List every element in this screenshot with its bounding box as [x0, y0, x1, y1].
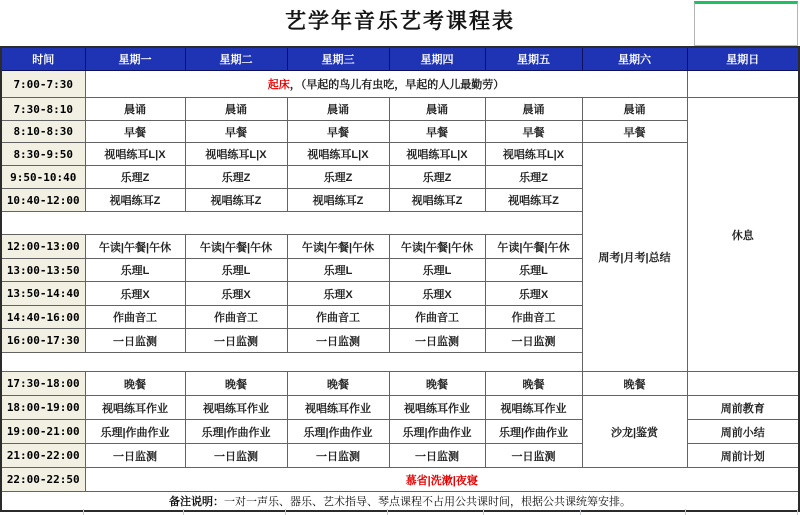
time-cell[interactable]: 19:00-21:00 [1, 420, 85, 444]
grid-strip [0, 509, 798, 515]
schedule-cell[interactable]: 视唱练耳Z [389, 189, 485, 212]
merged-schedule-cell[interactable]: 休息 [687, 98, 799, 372]
column-header-day[interactable]: 星期四 [389, 47, 485, 71]
schedule-cell[interactable]: 视唱练耳L|X [389, 143, 485, 166]
time-cell[interactable]: 17:30-18:00 [1, 372, 85, 396]
schedule-cell[interactable]: 晚餐 [485, 372, 582, 396]
schedule-cell[interactable]: 一日监测 [287, 444, 389, 468]
schedule-cell[interactable]: 一日监测 [85, 329, 185, 353]
schedule-cell[interactable]: 午读|午餐|午休 [485, 235, 582, 259]
schedule-cell[interactable]: 午读|午餐|午休 [85, 235, 185, 259]
schedule-cell[interactable] [85, 71, 687, 98]
schedule-cell[interactable]: 晨诵 [185, 98, 287, 121]
remark-text: 一对一声乐、器乐、艺术指导、琴点课程不占用公共课时间，根据公共课统筹安排。 [224, 495, 631, 508]
schedule-cell[interactable]: 乐理L [85, 259, 185, 282]
column-header-day[interactable]: 星期五 [485, 47, 582, 71]
schedule-cell[interactable]: 晚餐 [287, 372, 389, 396]
schedule-body [1, 71, 799, 511]
schedule-cell[interactable]: 乐理X [85, 282, 185, 306]
schedule-cell[interactable]: 乐理|作曲作业 [85, 420, 185, 444]
schedule-cell[interactable]: 慕省|洗漱|夜寝 [85, 468, 799, 492]
schedule-cell[interactable]: 视唱练耳Z [485, 189, 582, 212]
schedule-cell[interactable]: 乐理X [185, 282, 287, 306]
time-cell[interactable]: 13:00-13:50 [1, 259, 85, 282]
schedule-cell[interactable]: 早餐 [85, 121, 185, 143]
schedule-cell[interactable]: 晨诵 [85, 98, 185, 121]
title-bar [0, 0, 800, 46]
time-cell[interactable]: 13:50-14:40 [1, 282, 85, 306]
time-cell[interactable]: 8:10-8:30 [1, 121, 85, 143]
schedule-cell[interactable] [687, 372, 799, 396]
schedule-cell[interactable]: 一日监测 [389, 329, 485, 353]
schedule-cell[interactable]: 视唱练耳作业 [287, 396, 389, 420]
schedule-cell[interactable]: 视唱练耳L|X [287, 143, 389, 166]
schedule-cell[interactable]: 视唱练耳L|X [485, 143, 582, 166]
schedule-cell[interactable]: 早餐 [582, 121, 687, 143]
schedule-cell[interactable]: 作曲音工 [485, 306, 582, 329]
title-corner-cell [694, 1, 798, 46]
schedule-cell[interactable]: 早餐 [389, 121, 485, 143]
column-header-day[interactable]: 星期三 [287, 47, 389, 71]
schedule-cell[interactable]: 视唱练耳作业 [85, 396, 185, 420]
time-cell[interactable]: 18:00-19:00 [1, 396, 85, 420]
merged-schedule-cell[interactable]: 沙龙|鉴赏 [582, 396, 687, 468]
time-cell[interactable]: 12:00-13:00 [1, 235, 85, 259]
schedule-cell[interactable]: 乐理X [287, 282, 389, 306]
schedule-cell[interactable]: 乐理X [389, 282, 485, 306]
remark-cell[interactable] [1, 492, 799, 511]
schedule-cell[interactable]: 乐理L [185, 259, 287, 282]
schedule-cell[interactable]: 午读|午餐|午休 [389, 235, 485, 259]
schedule-cell[interactable]: 乐理|作曲作业 [185, 420, 287, 444]
schedule-cell[interactable]: 晨诵 [485, 98, 582, 121]
schedule-cell[interactable]: 午读|午餐|午休 [287, 235, 389, 259]
time-cell[interactable]: 7:30-8:10 [1, 98, 85, 121]
schedule-cell[interactable]: 乐理|作曲作业 [287, 420, 389, 444]
schedule-cell[interactable]: 晚餐 [185, 372, 287, 396]
schedule-cell[interactable]: 一日监测 [185, 444, 287, 468]
schedule-cell[interactable]: 作曲音工 [389, 306, 485, 329]
schedule-cell[interactable]: 一日监测 [185, 329, 287, 353]
schedule-cell[interactable]: 视唱练耳Z [185, 189, 287, 212]
time-cell[interactable]: 14:40-16:00 [1, 306, 85, 329]
schedule-cell[interactable]: 乐理Z [85, 166, 185, 189]
time-cell[interactable]: 16:00-17:30 [1, 329, 85, 353]
schedule-cell[interactable]: 乐理Z [185, 166, 287, 189]
schedule-cell[interactable]: 视唱练耳作业 [389, 396, 485, 420]
header-row [1, 47, 799, 71]
spacer-cell[interactable] [1, 212, 582, 235]
remark-label: 备注说明： [169, 495, 224, 508]
schedule-cell[interactable]: 视唱练耳Z [287, 189, 389, 212]
schedule-cell[interactable]: 视唱练耳Z [85, 189, 185, 212]
schedule-cell[interactable]: 乐理L [389, 259, 485, 282]
schedule-cell[interactable]: 一日监测 [85, 444, 185, 468]
schedule-cell[interactable]: 晨诵 [582, 98, 687, 121]
schedule-cell[interactable] [687, 71, 799, 98]
column-header-day[interactable]: 星期六 [582, 47, 687, 71]
column-header-day[interactable]: 星期日 [687, 47, 799, 71]
wake-up-note: ，（早起的鸟儿有虫吃，早起的人儿最勤劳） [289, 79, 505, 91]
schedule-cell[interactable]: 周前教育 [687, 396, 799, 420]
time-cell[interactable]: 22:00-22:50 [1, 468, 85, 492]
time-cell[interactable]: 7:00-7:30 [1, 71, 85, 98]
schedule-cell[interactable]: 午读|午餐|午休 [185, 235, 287, 259]
timetable [0, 46, 800, 512]
schedule-cell[interactable]: 一日监测 [485, 329, 582, 353]
schedule-cell[interactable]: 一日监测 [389, 444, 485, 468]
time-cell[interactable]: 9:50-10:40 [1, 166, 85, 189]
schedule-cell[interactable]: 乐理Z [389, 166, 485, 189]
schedule-cell[interactable]: 乐理X [485, 282, 582, 306]
time-cell[interactable]: 21:00-22:00 [1, 444, 85, 468]
spacer-cell[interactable] [1, 353, 582, 372]
schedule-cell[interactable]: 视唱练耳L|X [85, 143, 185, 166]
schedule-cell[interactable]: 早餐 [485, 121, 582, 143]
schedule-cell[interactable]: 早餐 [287, 121, 389, 143]
schedule-cell[interactable]: 晚餐 [389, 372, 485, 396]
schedule-cell[interactable]: 一日监测 [485, 444, 582, 468]
schedule-cell[interactable]: 作曲音工 [287, 306, 389, 329]
time-cell[interactable]: 10:40-12:00 [1, 189, 85, 212]
merged-schedule-cell[interactable]: 周考|月考|总结 [582, 143, 687, 372]
schedule-cell[interactable]: 晚餐 [582, 372, 687, 396]
schedule-cell[interactable]: 一日监测 [287, 329, 389, 353]
schedule-cell[interactable]: 乐理|作曲作业 [485, 420, 582, 444]
schedule-cell[interactable]: 晨诵 [389, 98, 485, 121]
schedule-cell[interactable]: 乐理L [485, 259, 582, 282]
schedule-cell[interactable]: 早餐 [185, 121, 287, 143]
schedule-cell[interactable]: 作曲音工 [185, 306, 287, 329]
schedule-cell[interactable]: 乐理Z [485, 166, 582, 189]
schedule-cell[interactable]: 周前小结 [687, 420, 799, 444]
schedule-cell[interactable]: 乐理L [287, 259, 389, 282]
wake-up-label: 起床 [267, 79, 290, 91]
page-title: 艺学年音乐艺考课程表 [285, 10, 515, 33]
column-header-time[interactable]: 时间 [1, 47, 85, 71]
schedule-cell[interactable]: 乐理Z [287, 166, 389, 189]
schedule-cell[interactable]: 视唱练耳作业 [185, 396, 287, 420]
time-cell[interactable]: 8:30-9:50 [1, 143, 85, 166]
column-header-day[interactable]: 星期二 [185, 47, 287, 71]
column-header-day[interactable]: 星期一 [85, 47, 185, 71]
schedule-cell[interactable]: 晚餐 [85, 372, 185, 396]
schedule-cell[interactable]: 乐理|作曲作业 [389, 420, 485, 444]
schedule-cell[interactable]: 视唱练耳L|X [185, 143, 287, 166]
schedule-cell[interactable]: 晨诵 [287, 98, 389, 121]
schedule-cell[interactable]: 视唱练耳作业 [485, 396, 582, 420]
schedule-cell[interactable]: 周前计划 [687, 444, 799, 468]
schedule-cell[interactable]: 作曲音工 [85, 306, 185, 329]
